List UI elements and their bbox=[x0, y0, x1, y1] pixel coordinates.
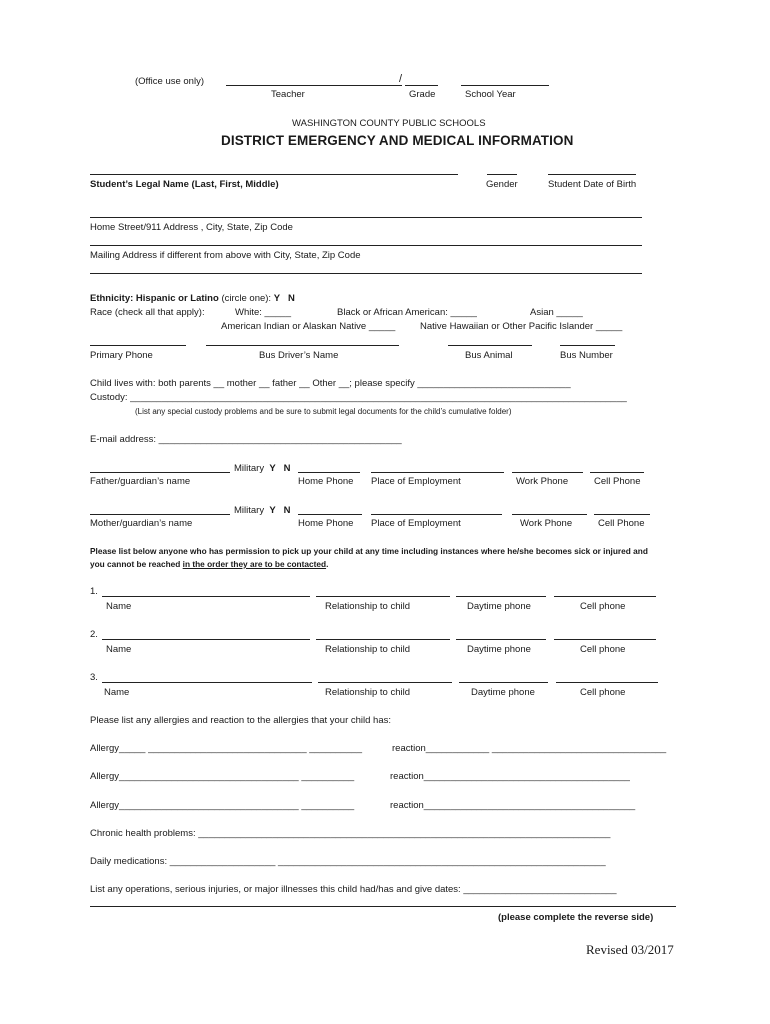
contact-2-name-field[interactable]: Name bbox=[106, 644, 132, 655]
student-name-line bbox=[90, 174, 458, 175]
child-lives-with-field[interactable]: Child lives with: both parents __ mother __ father __ Other __; please specify _____________________________ bbox=[90, 378, 571, 389]
teacher-line bbox=[226, 85, 402, 86]
allergy-3-field[interactable]: Allergy__________________________________ __________ bbox=[90, 800, 355, 811]
contact-2-daytime-line bbox=[456, 639, 546, 640]
mother-name-field[interactable]: Mother/guardian’s name bbox=[90, 518, 193, 529]
dob-line bbox=[548, 174, 636, 175]
district-name: WASHINGTON COUNTY PUBLIC SCHOOLS bbox=[292, 118, 486, 129]
bus-driver-field[interactable]: Bus Driver’s Name bbox=[259, 350, 339, 361]
contact-1-daytime-field[interactable]: Daytime phone bbox=[467, 601, 531, 612]
contact-3-daytime-line bbox=[459, 682, 548, 683]
mother-work-phone-line bbox=[512, 514, 587, 515]
email-field[interactable]: E-mail address: ______________________________________________ bbox=[90, 434, 402, 445]
pickup-instruction-emphasis: in the order they are to be contacted bbox=[182, 559, 327, 569]
mother-cell-phone-field[interactable]: Cell Phone bbox=[598, 518, 645, 529]
operations-field[interactable]: List any operations, serious injuries, or major illnesses this child had/has and give dates: _____________________________ bbox=[90, 884, 617, 895]
mother-home-phone-line bbox=[298, 514, 362, 515]
contact-2-number: 2. bbox=[90, 629, 98, 640]
operations-line-2 bbox=[90, 906, 676, 907]
pickup-instruction-text: you cannot be reached bbox=[90, 559, 183, 569]
contact-3-cell-line bbox=[556, 682, 658, 683]
daily-medications-field[interactable]: Daily medications: ____________________ ______________________________________________________________ bbox=[90, 856, 606, 867]
father-military bbox=[234, 463, 291, 474]
race-pacific-islander-field[interactable]: Native Hawaiian or Other Pacific Islander _____ bbox=[420, 321, 623, 332]
mother-name-line bbox=[90, 514, 230, 515]
contact-2-relationship-field[interactable]: Relationship to child bbox=[325, 644, 411, 655]
mother-military-no[interactable]: N bbox=[283, 505, 291, 516]
contact-3-cell-field[interactable]: Cell phone bbox=[580, 687, 626, 698]
mother-employment-line bbox=[371, 514, 502, 515]
chronic-health-field[interactable]: Chronic health problems: ______________________________________________________________________________ bbox=[90, 828, 611, 839]
home-address-line bbox=[90, 217, 642, 218]
father-home-phone-line bbox=[298, 472, 360, 473]
mailing-address-field[interactable]: Mailing Address if different from above with City, State, Zip Code bbox=[90, 250, 361, 261]
student-name-field[interactable]: Student’s Legal Name (Last, First, Middle) bbox=[90, 179, 279, 190]
bus-animal-field[interactable]: Bus Animal bbox=[465, 350, 513, 361]
pickup-instruction-line-1: Please list below anyone who has permission to pick up your child at any time including instances where he/she becomes sick or injured and bbox=[90, 546, 648, 556]
race-white-field[interactable]: White: _____ bbox=[235, 307, 291, 318]
mother-military-label: Military bbox=[234, 505, 265, 516]
contact-2-relationship-line bbox=[316, 639, 450, 640]
reverse-side-note: (please complete the reverse side) bbox=[498, 912, 654, 923]
mother-cell-phone-line bbox=[594, 514, 650, 515]
pickup-instruction-line-2 bbox=[90, 559, 328, 569]
contact-1-name-field[interactable]: Name bbox=[106, 601, 132, 612]
mother-military bbox=[234, 505, 291, 516]
ethnicity-question: Ethnicity: Hispanic or Latino bbox=[90, 293, 219, 304]
mother-work-phone-field[interactable]: Work Phone bbox=[520, 518, 573, 529]
gender-line bbox=[487, 174, 517, 175]
father-military-label: Military bbox=[234, 463, 265, 474]
form-title: DISTRICT EMERGENCY AND MEDICAL INFORMATION bbox=[221, 133, 574, 148]
mother-employment-field[interactable]: Place of Employment bbox=[371, 518, 461, 529]
mother-home-phone-field[interactable]: Home Phone bbox=[298, 518, 354, 529]
contact-1-daytime-line bbox=[456, 596, 546, 597]
contact-2-name-line bbox=[102, 639, 310, 640]
father-military-yes[interactable]: Y bbox=[269, 463, 276, 474]
contact-3-daytime-field[interactable]: Daytime phone bbox=[471, 687, 535, 698]
dob-field[interactable]: Student Date of Birth bbox=[548, 179, 637, 190]
gender-field[interactable]: Gender bbox=[486, 179, 518, 190]
custody-note: (List any special custody problems and be sure to submit legal documents for the child’s cumulative folder) bbox=[135, 407, 512, 416]
teacher-field[interactable]: Teacher bbox=[271, 89, 305, 100]
race-american-indian-field[interactable]: American Indian or Alaskan Native _____ bbox=[221, 321, 396, 332]
home-address-field[interactable]: Home Street/911 Address , City, State, Zip Code bbox=[90, 222, 293, 233]
contact-1-relationship-line bbox=[316, 596, 450, 597]
father-military-no[interactable]: N bbox=[283, 463, 291, 474]
contact-1-cell-field[interactable]: Cell phone bbox=[580, 601, 626, 612]
contact-1-number: 1. bbox=[90, 586, 98, 597]
bus-driver-line bbox=[206, 345, 399, 346]
contact-3-relationship-line bbox=[318, 682, 452, 683]
father-work-phone-line bbox=[512, 472, 583, 473]
reaction-2-field[interactable]: reaction_______________________________________ bbox=[390, 771, 630, 782]
bus-animal-line bbox=[448, 345, 532, 346]
primary-phone-line bbox=[90, 345, 186, 346]
race-asian-field[interactable]: Asian _____ bbox=[530, 307, 583, 318]
reaction-3-field[interactable]: reaction________________________________________ bbox=[390, 800, 636, 811]
revision-date: Revised 03/2017 bbox=[586, 942, 674, 957]
father-work-phone-field[interactable]: Work Phone bbox=[516, 476, 569, 487]
circle-one-note: (circle one): bbox=[221, 293, 272, 304]
school-year-field[interactable]: School Year bbox=[465, 89, 516, 100]
bus-number-field[interactable]: Bus Number bbox=[560, 350, 613, 361]
bus-number-line bbox=[560, 345, 615, 346]
office-use-label: (Office use only) bbox=[135, 76, 204, 87]
allergy-2-field[interactable]: Allergy__________________________________ __________ bbox=[90, 771, 355, 782]
father-employment-line bbox=[371, 472, 504, 473]
pickup-instruction-period: . bbox=[326, 559, 329, 569]
contact-1-cell-line bbox=[554, 596, 656, 597]
school-year-line bbox=[461, 85, 549, 86]
race-black-field[interactable]: Black or African American: _____ bbox=[337, 307, 477, 318]
father-cell-phone-field[interactable]: Cell Phone bbox=[594, 476, 641, 487]
mailing-address-line-2 bbox=[90, 273, 642, 274]
mother-military-yes[interactable]: Y bbox=[269, 505, 276, 516]
allergy-instruction: Please list any allergies and reaction to the allergies that your child has: bbox=[90, 715, 392, 726]
race-label: Race (check all that apply): bbox=[90, 307, 205, 318]
contact-2-daytime-field[interactable]: Daytime phone bbox=[467, 644, 531, 655]
grade-field[interactable]: Grade bbox=[409, 89, 436, 100]
contact-3-relationship-field[interactable]: Relationship to child bbox=[325, 687, 411, 698]
contact-1-name-line bbox=[102, 596, 310, 597]
teacher-grade-slash: / bbox=[399, 73, 403, 85]
grade-line bbox=[405, 85, 438, 86]
ethnicity-no-option[interactable]: N bbox=[287, 293, 295, 304]
father-employment-field[interactable]: Place of Employment bbox=[371, 476, 461, 487]
contact-3-name-field[interactable]: Name bbox=[104, 687, 130, 698]
contact-3-name-line bbox=[102, 682, 312, 683]
primary-phone-field[interactable]: Primary Phone bbox=[90, 350, 153, 361]
reaction-1-field[interactable]: reaction____________ _________________________________ bbox=[392, 743, 667, 754]
mailing-address-line bbox=[90, 245, 642, 246]
contact-2-cell-line bbox=[554, 639, 656, 640]
allergy-1-field[interactable]: Allergy_____ ______________________________ __________ bbox=[90, 743, 363, 754]
father-cell-phone-line bbox=[590, 472, 644, 473]
contact-2-cell-field[interactable]: Cell phone bbox=[580, 644, 626, 655]
custody-field[interactable]: Custody: ______________________________________________________________________________________________ bbox=[90, 392, 627, 403]
ethnicity-row bbox=[90, 293, 295, 304]
contact-1-relationship-field[interactable]: Relationship to child bbox=[325, 601, 411, 612]
father-name-field[interactable]: Father/guardian’s name bbox=[90, 476, 191, 487]
father-name-line bbox=[90, 472, 230, 473]
contact-3-number: 3. bbox=[90, 672, 98, 683]
ethnicity-yes-option[interactable]: Y bbox=[273, 293, 281, 304]
father-home-phone-field[interactable]: Home Phone bbox=[298, 476, 354, 487]
